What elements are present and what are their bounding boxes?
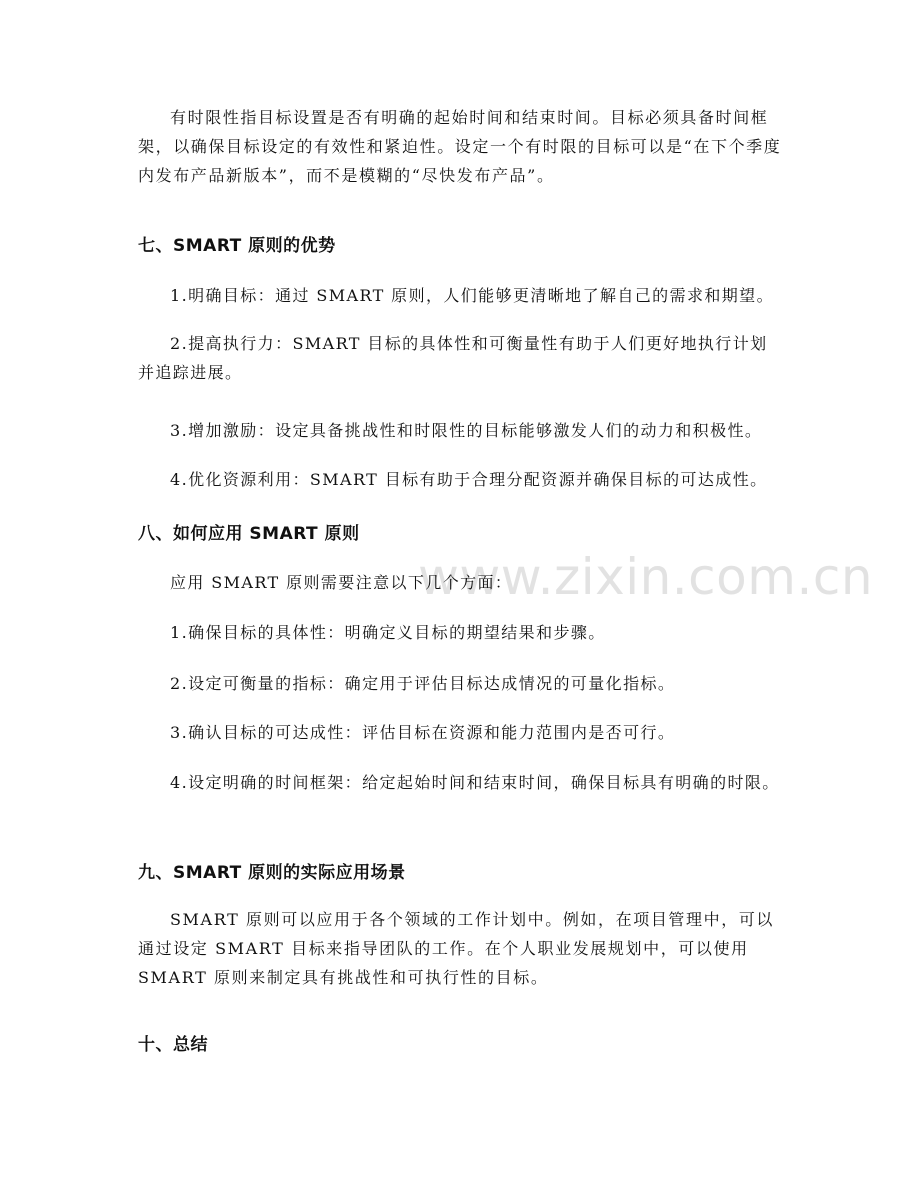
scenario-paragraph: SMART 原则可以应用于各个领域的工作计划中。例如，在项目管理中，可以通过设定 SMART 目标来指导团队的工作。在个人职业发展规划中，可以使用 SMART 原则来制定具有挑战性和可执行性的目标。 xyxy=(138,910,775,987)
section-heading-10: 十、总结 xyxy=(138,1035,208,1055)
section-heading-9: 九、SMART 原则的实际应用场景 xyxy=(138,863,406,883)
apply-intro: 应用 SMART 原则需要注意以下几个方面： xyxy=(170,573,513,592)
watermark: www.zixin.com.cn xyxy=(418,548,874,606)
time-bound-paragraph: 有时限性指目标设置是否有明确的起始时间和结束时间。目标必须具备时间框架，以确保目标设定的有效性和紧迫性。设定一个有时限的目标可以是“在下个季度内发布产品新版本”，而不是模糊的“尽快发布产品”。 xyxy=(138,108,782,185)
section-heading-8: 八、如何应用 SMART 原则 xyxy=(138,524,360,544)
apply-item-3: 3.确认目标的可达成性：评估目标在资源和能力范围内是否可行。 xyxy=(170,723,676,742)
advantage-item-2: 2.提高执行力：SMART 目标的具体性和可衡量性有助于人们更好地执行计划并追踪进展。 xyxy=(138,334,768,382)
apply-item-1: 1.确保目标的具体性：明确定义目标的期望结果和步骤。 xyxy=(170,623,606,642)
advantage-item-1: 1.明确目标：通过 SMART 原则，人们能够更清晰地了解自己的需求和期望。 xyxy=(170,286,774,305)
section-heading-7: 七、SMART 原则的优势 xyxy=(138,236,336,256)
apply-item-4: 4.设定明确的时间框架：给定起始时间和结束时间，确保目标具有明确的时限。 xyxy=(170,773,780,792)
apply-item-2: 2.设定可衡量的指标：确定用于评估目标达成情况的可量化指标。 xyxy=(170,674,676,693)
advantage-item-4: 4.优化资源利用：SMART 目标有助于合理分配资源并确保目标的可达成性。 xyxy=(170,470,768,489)
advantage-item-3: 3.增加激励：设定具备挑战性和时限性的目标能够激发人们的动力和积极性。 xyxy=(170,421,763,440)
